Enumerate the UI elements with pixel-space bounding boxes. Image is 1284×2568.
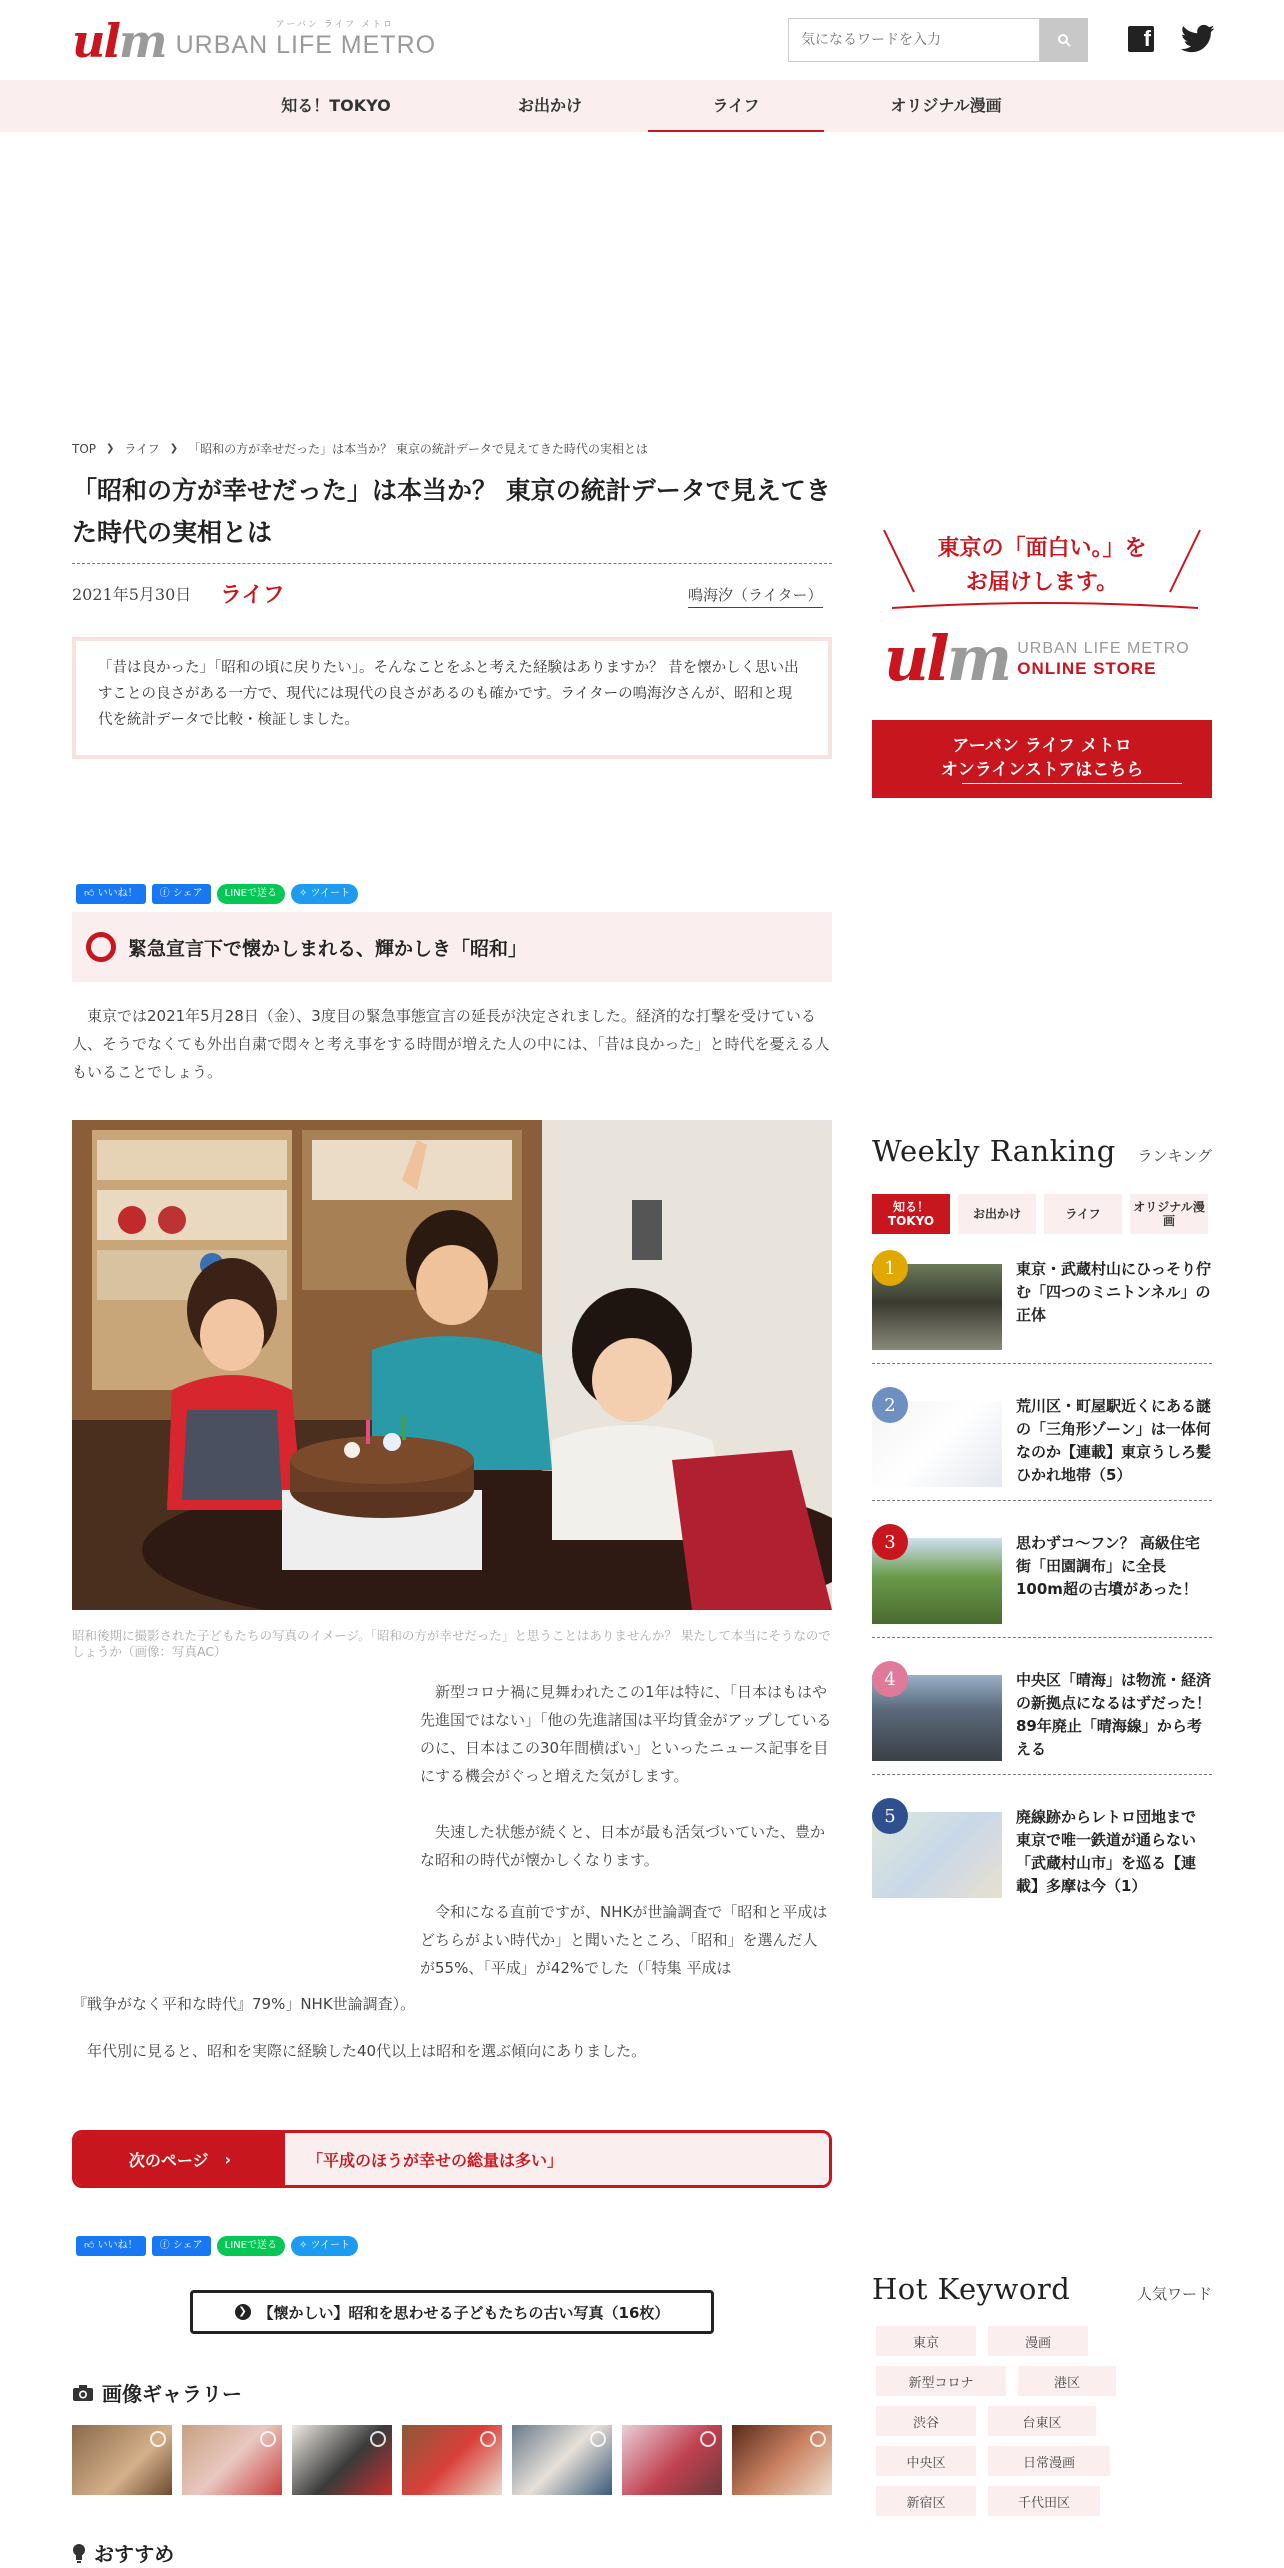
article-title: 「昭和の方が幸せだった」は本当か？ 東京の統計データで見えてきた時代の実相とは — [72, 476, 831, 547]
photo-caption: 昭和後期に撮影された子どもたちの写真のイメージ。「昭和の方が幸せだった」と思うことはありませんか？ 果たして本当にそうなのでしょうか（画像：写真AC） — [72, 1628, 831, 1659]
nav-item-original-manga[interactable]: オリジナル漫画 — [890, 96, 1002, 115]
facebook-share-button[interactable]: ⓕ シェア — [152, 2236, 211, 2256]
breadcrumb-top[interactable]: TOP — [72, 441, 97, 456]
breadcrumb — [72, 440, 648, 457]
weekly-ranking-heading: Weekly Ranking ランキング — [872, 1134, 1212, 1168]
twitter-icon[interactable] — [1181, 24, 1215, 54]
thumbs-up-icon: 👍︎ — [84, 2240, 95, 2251]
gallery-thumbnail[interactable] — [182, 2425, 282, 2495]
next-page-title: 「平成のほうが幸せの総量は多い」 — [285, 2133, 829, 2185]
gallery-thumbnail[interactable] — [622, 2425, 722, 2495]
ranking-title: 思わずコ～フン？ 高級住宅街「田園調布」に全長100m超の古墳があった！ — [1016, 1534, 1200, 1598]
logo-ruby: アーバン ライフ メトロ — [275, 19, 395, 30]
nav-item-life[interactable]: ライフ — [648, 80, 824, 132]
line-send-button[interactable]: LINEで送る — [217, 884, 285, 904]
ranking-title: 廃線跡からレトロ団地まで 東京で唯一鉄道が通らない「武蔵村山市」を巡る【連載】多摩は今（1） — [1016, 1808, 1197, 1895]
article-lead: 「昔は良かった」「昭和の頃に戻りたい」。そんなことをふと考えた経験はありますか？ 昔を懐かしく思い出すことの良さがある一方で、現代には現代の良さがあるのも確かです。ライターの鳴海汐さんが、昭和と現代を統計データで比較・検証しました。 — [72, 637, 832, 759]
tweet-button[interactable]: ✧ ツイート — [291, 2236, 358, 2256]
gallery-thumbnail[interactable] — [292, 2425, 392, 2495]
zoom-icon — [810, 2431, 826, 2447]
gallery-thumbnail[interactable] — [72, 2425, 172, 2495]
hot-keyword-heading: Hot Keyword 人気ワード — [872, 2272, 1212, 2306]
next-page-button[interactable] — [72, 2130, 832, 2188]
article-date: 2021年5月30日 — [72, 585, 192, 604]
keyword-tag[interactable]: 千代田区 — [988, 2486, 1100, 2516]
gallery-heading: 画像ギャラリー — [72, 2378, 242, 2407]
logo-mark: ulm — [72, 14, 166, 68]
ranking-title: 東京・武蔵村山にひっそり佇む「四つのミニトンネル」の正体 — [1016, 1260, 1212, 1324]
search-icon — [1057, 33, 1071, 47]
facebook-like-button[interactable]: 👍︎ いいね！ — [76, 884, 146, 904]
ranking-tab-odekake[interactable]: お出かけ — [958, 1194, 1036, 1234]
recommend-heading: おすすめ — [72, 2538, 174, 2567]
gallery-link-label: 【懐かしい】昭和を思わせる子どもたちの古い写真（16枚） — [258, 2303, 670, 2322]
store-logo: ulm URBAN LIFE METRO ONLINE STORE — [884, 622, 1190, 695]
rank-badge: 1 — [872, 1250, 908, 1286]
keyword-tag[interactable]: 漫画 — [988, 2326, 1088, 2356]
ranking-item[interactable] — [872, 1518, 1212, 1638]
tweet-button[interactable]: ✧ ツイート — [291, 884, 358, 904]
chevron-right-icon: ❯ — [169, 443, 179, 454]
keyword-tag[interactable]: 東京 — [876, 2326, 976, 2356]
online-store-banner[interactable] — [872, 522, 1212, 802]
arrow-right-icon — [962, 783, 1182, 784]
divider — [72, 563, 832, 564]
twitter-icon: ✧ — [298, 2240, 308, 2251]
camera-icon — [72, 2384, 94, 2402]
zoom-icon — [480, 2431, 496, 2447]
zoom-icon — [590, 2431, 606, 2447]
share-buttons — [76, 884, 358, 904]
ranking-tab-original-manga[interactable]: オリジナル漫画 — [1130, 1194, 1208, 1234]
thumbs-up-icon: 👍︎ — [84, 888, 95, 899]
rank-badge: 2 — [872, 1387, 908, 1423]
ranking-item[interactable] — [872, 1655, 1212, 1775]
chevron-right-icon: › — [224, 2149, 232, 2169]
ranking-item[interactable] — [872, 1381, 1212, 1501]
next-page-label: 次のページ — [128, 2150, 209, 2170]
gallery-thumbnail[interactable] — [732, 2425, 832, 2495]
article-author[interactable]: 鳴海汐（ライター） — [688, 584, 823, 608]
search-button[interactable] — [1040, 18, 1088, 62]
circle-icon — [86, 932, 116, 962]
article-paragraph: 新型コロナ禍に見舞われたこの1年は特に、「日本はもはや先進国ではない」「他の先進諸国は平均賃金がアップしているのに、日本はこの30年間横ばい」といったニュース記事を目にする機会がぐっと増えた気がします。 — [420, 1683, 832, 1785]
chevron-circle-right-icon: ❯ — [235, 2304, 251, 2320]
logo-name: URBAN LIFE METRO — [175, 30, 437, 59]
article-paragraph: 東京では2021年5月28日（金）、3度目の緊急事態宣言の延長が決定されました。経済的な打撃を受けている人、そうでなくても外出自粛で悶々と考え事をする時間が増えた人の中には、「昔は良かった」と時代を憂える人もいることでしょう。 — [72, 1007, 830, 1081]
article-category[interactable]: ライフ — [220, 583, 285, 608]
ranking-item[interactable] — [872, 1792, 1212, 1912]
article-photo[interactable] — [72, 1120, 832, 1610]
lightbulb-icon — [72, 2543, 86, 2563]
keyword-tag[interactable]: 渋谷 — [876, 2406, 976, 2436]
ranking-tabs — [872, 1194, 1208, 1234]
ranking-title: 荒川区・町屋駅近くにある謎の「三角形ゾーン」は一体何なのか【連載】東京うしろ髪ひかれ地帯（5） — [1016, 1397, 1212, 1484]
ranking-tab-know-tokyo[interactable]: 知る！TOKYO — [872, 1194, 950, 1234]
keyword-tag[interactable]: 中央区 — [876, 2446, 976, 2476]
rank-badge: 4 — [872, 1661, 908, 1697]
zoom-icon — [150, 2431, 166, 2447]
gallery-link-button[interactable] — [190, 2290, 714, 2334]
facebook-icon[interactable]: f — [1128, 26, 1154, 52]
facebook-share-button[interactable]: ⓕ シェア — [152, 884, 211, 904]
chevron-right-icon: ❯ — [106, 443, 115, 454]
facebook-icon: ⓕ — [159, 888, 170, 899]
share-buttons — [76, 2236, 358, 2256]
online-store-button[interactable]: アーバン ライフ メトロ オンラインストアはこちら — [872, 720, 1212, 798]
site-logo[interactable] — [72, 16, 436, 66]
zoom-icon — [700, 2431, 716, 2447]
gallery-thumbnail[interactable] — [512, 2425, 612, 2495]
article-paragraph: 年代別に見ると、昭和を実際に経験した40代以上は昭和を選ぶ傾向にありました。 — [87, 2042, 647, 2060]
gallery-thumbnail[interactable] — [402, 2425, 502, 2495]
zoom-icon — [370, 2431, 386, 2447]
keyword-tag[interactable]: 新型コロナ — [876, 2366, 1006, 2396]
keyword-tag[interactable]: 新宿区 — [876, 2486, 976, 2516]
search-input[interactable] — [788, 18, 1040, 62]
breadcrumb-current: 「昭和の方が幸せだった」は本当か？ 東京の統計データで見えてきた時代の実相とは — [188, 442, 648, 456]
breadcrumb-life[interactable]: ライフ — [124, 442, 160, 456]
article-paragraph: 失速した状態が続くと、日本が最も活気づいていた、豊かな昭和の時代が懐かしくなります。 — [420, 1823, 826, 1869]
zoom-icon — [260, 2431, 276, 2447]
section-heading: 緊急宣言下で懐かしまれる、輝かしき「昭和」 — [72, 912, 832, 982]
nav-item-know-tokyo[interactable]: 知る！TOKYO — [281, 96, 391, 115]
rank-badge: 5 — [872, 1798, 908, 1834]
nav-item-odekake[interactable]: お出かけ — [517, 96, 582, 115]
keyword-tag[interactable]: 日常漫画 — [988, 2446, 1110, 2476]
store-headline: 東京の「面白い。」を お届けします。 — [937, 536, 1147, 595]
keyword-tag[interactable]: 港区 — [1018, 2366, 1116, 2396]
keyword-tag[interactable]: 台東区 — [988, 2406, 1096, 2436]
article-paragraph: 『戦争がなく平和な時代』79%」NHK世論調査）。 — [72, 1995, 416, 2013]
article-paragraph: 令和になる直前ですが、NHKが世論調査で「昭和と平成はどちらがよい時代か」と聞いたところ、「昭和」を選んだ人が55%、「平成」が42%でした（「特集 平成は — [420, 1903, 828, 1977]
facebook-icon: ⓕ — [159, 2240, 170, 2251]
global-nav — [0, 80, 1284, 132]
facebook-like-button[interactable]: 👍︎ いいね！ — [76, 2236, 146, 2256]
gallery-thumbnails — [72, 2425, 832, 2495]
ranking-title: 中央区「晴海」は物流・経済の新拠点になるはずだった！ 89年廃止「晴海線」から考える — [1016, 1671, 1212, 1758]
ranking-tab-life[interactable]: ライフ — [1044, 1194, 1122, 1234]
ranking-item[interactable] — [872, 1244, 1212, 1364]
site-header — [0, 0, 1284, 80]
twitter-icon: ✧ — [298, 888, 308, 899]
line-send-button[interactable]: LINEで送る — [217, 2236, 285, 2256]
rank-badge: 3 — [872, 1524, 908, 1560]
